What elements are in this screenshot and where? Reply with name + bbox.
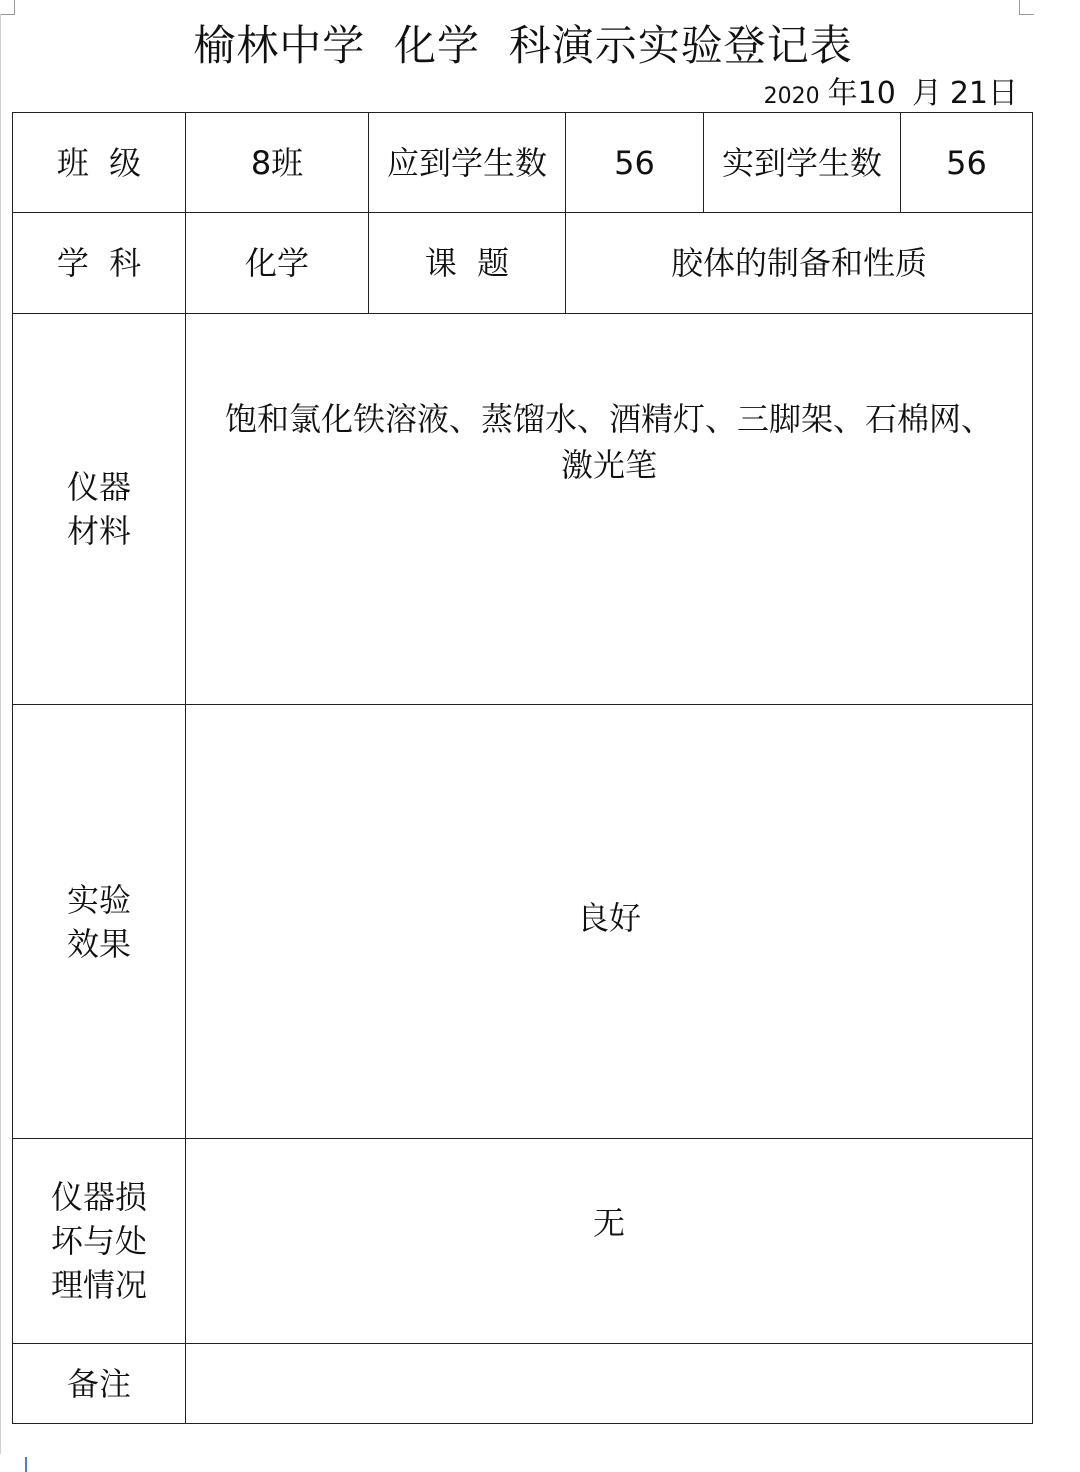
expected-students-label: 应到学生数 (369, 113, 566, 213)
date-day: 21 (949, 76, 988, 111)
damage-value[interactable]: 无 (186, 1139, 1033, 1344)
topic-value[interactable]: 胶体的制备和性质 (566, 213, 1033, 314)
date-month: 10 (857, 76, 896, 111)
table-row-class-info (13, 113, 1033, 213)
materials-value[interactable]: 饱和氯化铁溶液、蒸馏水、酒精灯、三脚架、石棉网、 激光笔 (186, 314, 1033, 705)
corner-mark-top-left (0, 0, 15, 15)
actual-students-value[interactable]: 56 (901, 113, 1033, 213)
actual-students-label: 实到学生数 (704, 113, 901, 213)
table-row-materials (13, 314, 1033, 705)
effect-label: 实验 效果 (13, 705, 186, 1139)
page-title: 榆林中学 化学 科演示实验登记表 (193, 21, 853, 70)
text-cursor (25, 1457, 27, 1472)
date-year-unit: 年 (827, 76, 858, 111)
date-month-unit: 月 (911, 76, 942, 111)
expected-students-value[interactable]: 56 (566, 113, 704, 213)
table-row-damage (13, 1139, 1033, 1344)
topic-label: 课 题 (369, 213, 566, 314)
corner-mark-top-right (1019, 0, 1034, 15)
date-year: 2020 (763, 84, 820, 109)
table-row-subject (13, 213, 1033, 314)
table-row-remarks (13, 1344, 1033, 1424)
damage-label: 仪器损 坏与处 理情况 (13, 1139, 186, 1344)
subject-value[interactable]: 化学 (186, 213, 369, 314)
subject-label: 学 科 (13, 213, 186, 314)
class-label: 班 级 (13, 113, 186, 213)
table-row-effect (13, 705, 1033, 1139)
document-date (764, 76, 1018, 112)
remarks-value[interactable] (186, 1344, 1033, 1424)
materials-label: 仪器 材料 (13, 314, 186, 705)
experiment-register-table (12, 112, 1033, 1424)
remarks-label: 备注 (13, 1344, 186, 1424)
class-value[interactable]: 8班 (186, 113, 369, 213)
page-margin-line (0, 14, 1, 1454)
effect-value[interactable]: 良好 (186, 705, 1033, 1139)
date-day-unit: 日 (988, 76, 1018, 111)
